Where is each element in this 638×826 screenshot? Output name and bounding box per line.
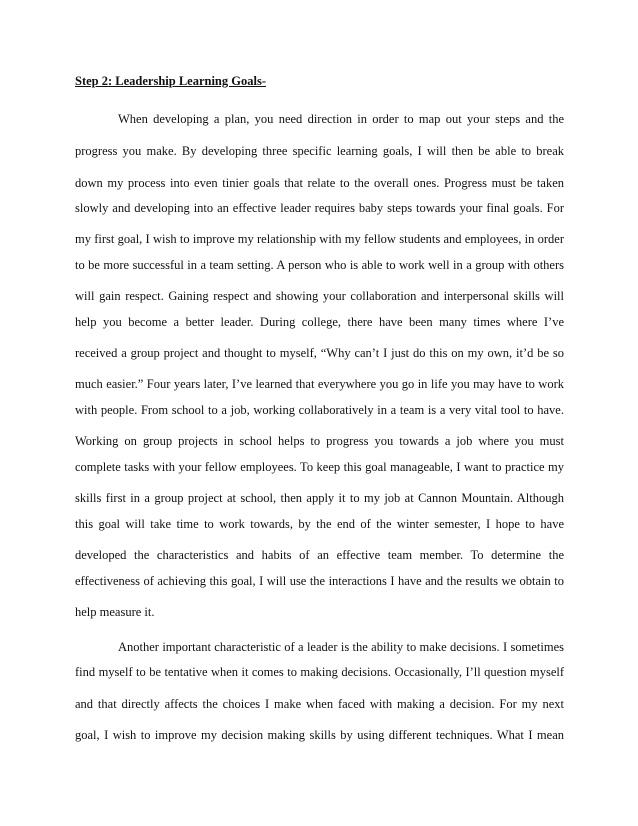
paragraph-1-line: this goal will take time to work towards, by the end of the winter semester, I hope to have — [75, 517, 564, 531]
paragraph-1-line: When developing a plan, you need direction in order to map out your steps and the — [118, 112, 564, 126]
section-heading: Step 2: Leadership Learning Goals- — [75, 74, 266, 88]
paragraph-2-line: goal, I wish to improve my decision making skills by using different techniques. What I mean — [75, 728, 564, 742]
paragraph-1-line: down my process into even tinier goals that relate to the overall ones. Progress must be taken — [75, 176, 564, 190]
paragraph-1-line: my first goal, I wish to improve my relationship with my fellow students and employees, in order — [75, 232, 564, 246]
paragraph-1-line: help measure it. — [75, 605, 155, 619]
paragraph-1-line: will gain respect. Gaining respect and showing your collaboration and interpersonal skills will — [75, 289, 564, 303]
paragraph-1-line: to be more successful in a team setting. A person who is able to work well in a group with others — [75, 258, 564, 272]
paragraph-1-line: Working on group projects in school helps to progress you towards a job where you must — [75, 434, 564, 448]
paragraph-1-line: received a group project and thought to myself, “Why can’t I just do this on my own, it’d be so — [75, 346, 564, 360]
paragraph-1-line: help you become a better leader. During college, there have been many times where I’ve — [75, 315, 564, 329]
paragraph-2-line: and that directly affects the choices I make when faced with making a decision. For my next — [75, 697, 564, 711]
paragraph-1-line: skills first in a group project at school, then apply it to my job at Cannon Mountain. Although — [75, 491, 564, 505]
paragraph-1-line: effectiveness of achieving this goal, I will use the interactions I have and the results we obtain to — [75, 574, 564, 588]
paragraph-1-line: progress you make. By developing three specific learning goals, I will then be able to break — [75, 144, 564, 158]
paragraph-1-line: much easier.” Four years later, I’ve learned that everywhere you go in life you may have to work — [75, 377, 564, 391]
paragraph-1-line: complete tasks with your fellow employees. To keep this goal manageable, I want to practice my — [75, 460, 564, 474]
paragraph-1-line: developed the characteristics and habits of an effective team member. To determine the — [75, 548, 564, 562]
paragraph-2-line: Another important characteristic of a leader is the ability to make decisions. I sometimes — [118, 640, 564, 654]
paragraph-2-line: find myself to be tentative when it comes to making decisions. Occasionally, I’ll question myself — [75, 665, 564, 679]
paragraph-1-line: slowly and developing into an effective leader requires baby steps towards your final goals. For — [75, 201, 564, 215]
paragraph-1-line: with people. From school to a job, working collaboratively in a team is a very vital tool to have. — [75, 403, 564, 417]
